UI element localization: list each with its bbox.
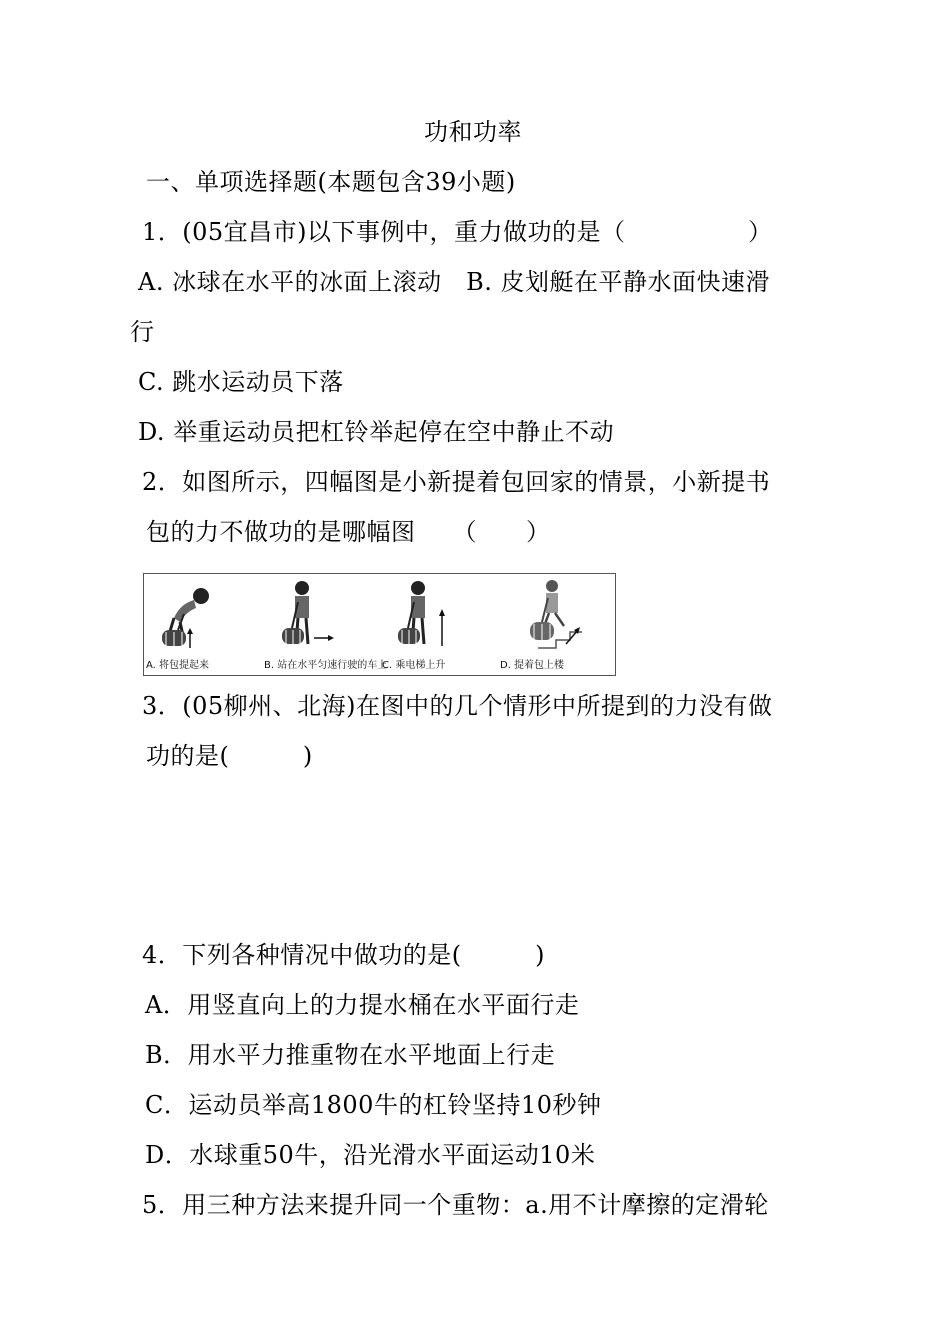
q1-option-b-continued: 行 bbox=[130, 318, 155, 346]
q2-stem-line2: 包的力不做功的是哪幅图 （ ） bbox=[146, 518, 551, 546]
q1-option-d: D. 举重运动员把杠铃举起停在空中静止不动 bbox=[138, 418, 615, 446]
q1-stem: 1．(05宜昌市)以下事例中，重力做功的是（ ） bbox=[142, 218, 773, 246]
figure-caption-d: D. 提着包上楼 bbox=[500, 660, 565, 671]
q4-option-c: C．运动员举高1800牛的杠铃坚持10秒钟 bbox=[145, 1091, 602, 1119]
figure-panel-b bbox=[262, 574, 388, 675]
person-lifting-bag-illustration bbox=[144, 574, 262, 660]
q3-stem-line2: 功的是( ) bbox=[146, 742, 313, 770]
q1-option-a-b: A. 冰球在水平的冰面上滚动 B. 皮划艇在平静水面快速滑 bbox=[138, 268, 770, 296]
q4-stem: 4．下列各种情况中做功的是( ) bbox=[142, 941, 545, 969]
figure-panel-d bbox=[498, 574, 616, 675]
section-heading: 一、单项选择题(本题包含39小题) bbox=[146, 168, 516, 196]
figure-caption-b: B. 站在水平匀速行驶的车上 bbox=[264, 660, 388, 671]
person-on-vehicle-illustration bbox=[262, 574, 380, 660]
q1-option-c: C. 跳水运动员下落 bbox=[138, 368, 344, 396]
figure-caption-c: C. 乘电梯上升 bbox=[382, 660, 446, 671]
figure-panel-a bbox=[144, 574, 262, 675]
q2-figure bbox=[143, 573, 616, 676]
q3-stem-line1: 3．(05柳州、北海)在图中的几个情形中所提到的力没有做 bbox=[142, 692, 773, 720]
page-title: 功和功率 bbox=[424, 118, 522, 146]
figure-caption-a: A. 将包提起来 bbox=[146, 660, 210, 671]
q4-option-b: B．用水平力推重物在水平地面上行走 bbox=[145, 1041, 556, 1069]
q4-option-a: A．用竖直向上的力提水桶在水平面行走 bbox=[145, 991, 580, 1019]
q2-stem-line1: 2．如图所示，四幅图是小新提着包回家的情景，小新提书 bbox=[142, 468, 771, 496]
person-climbing-stairs-illustration bbox=[498, 574, 616, 660]
person-in-elevator-illustration bbox=[380, 574, 498, 660]
q5-stem-line1: 5．用三种方法来提升同一个重物：a.用不计摩擦的定滑轮 bbox=[142, 1191, 769, 1219]
figure-panel-c bbox=[380, 574, 498, 675]
q4-option-d: D．水球重50牛，沿光滑水平面运动10米 bbox=[145, 1141, 596, 1169]
